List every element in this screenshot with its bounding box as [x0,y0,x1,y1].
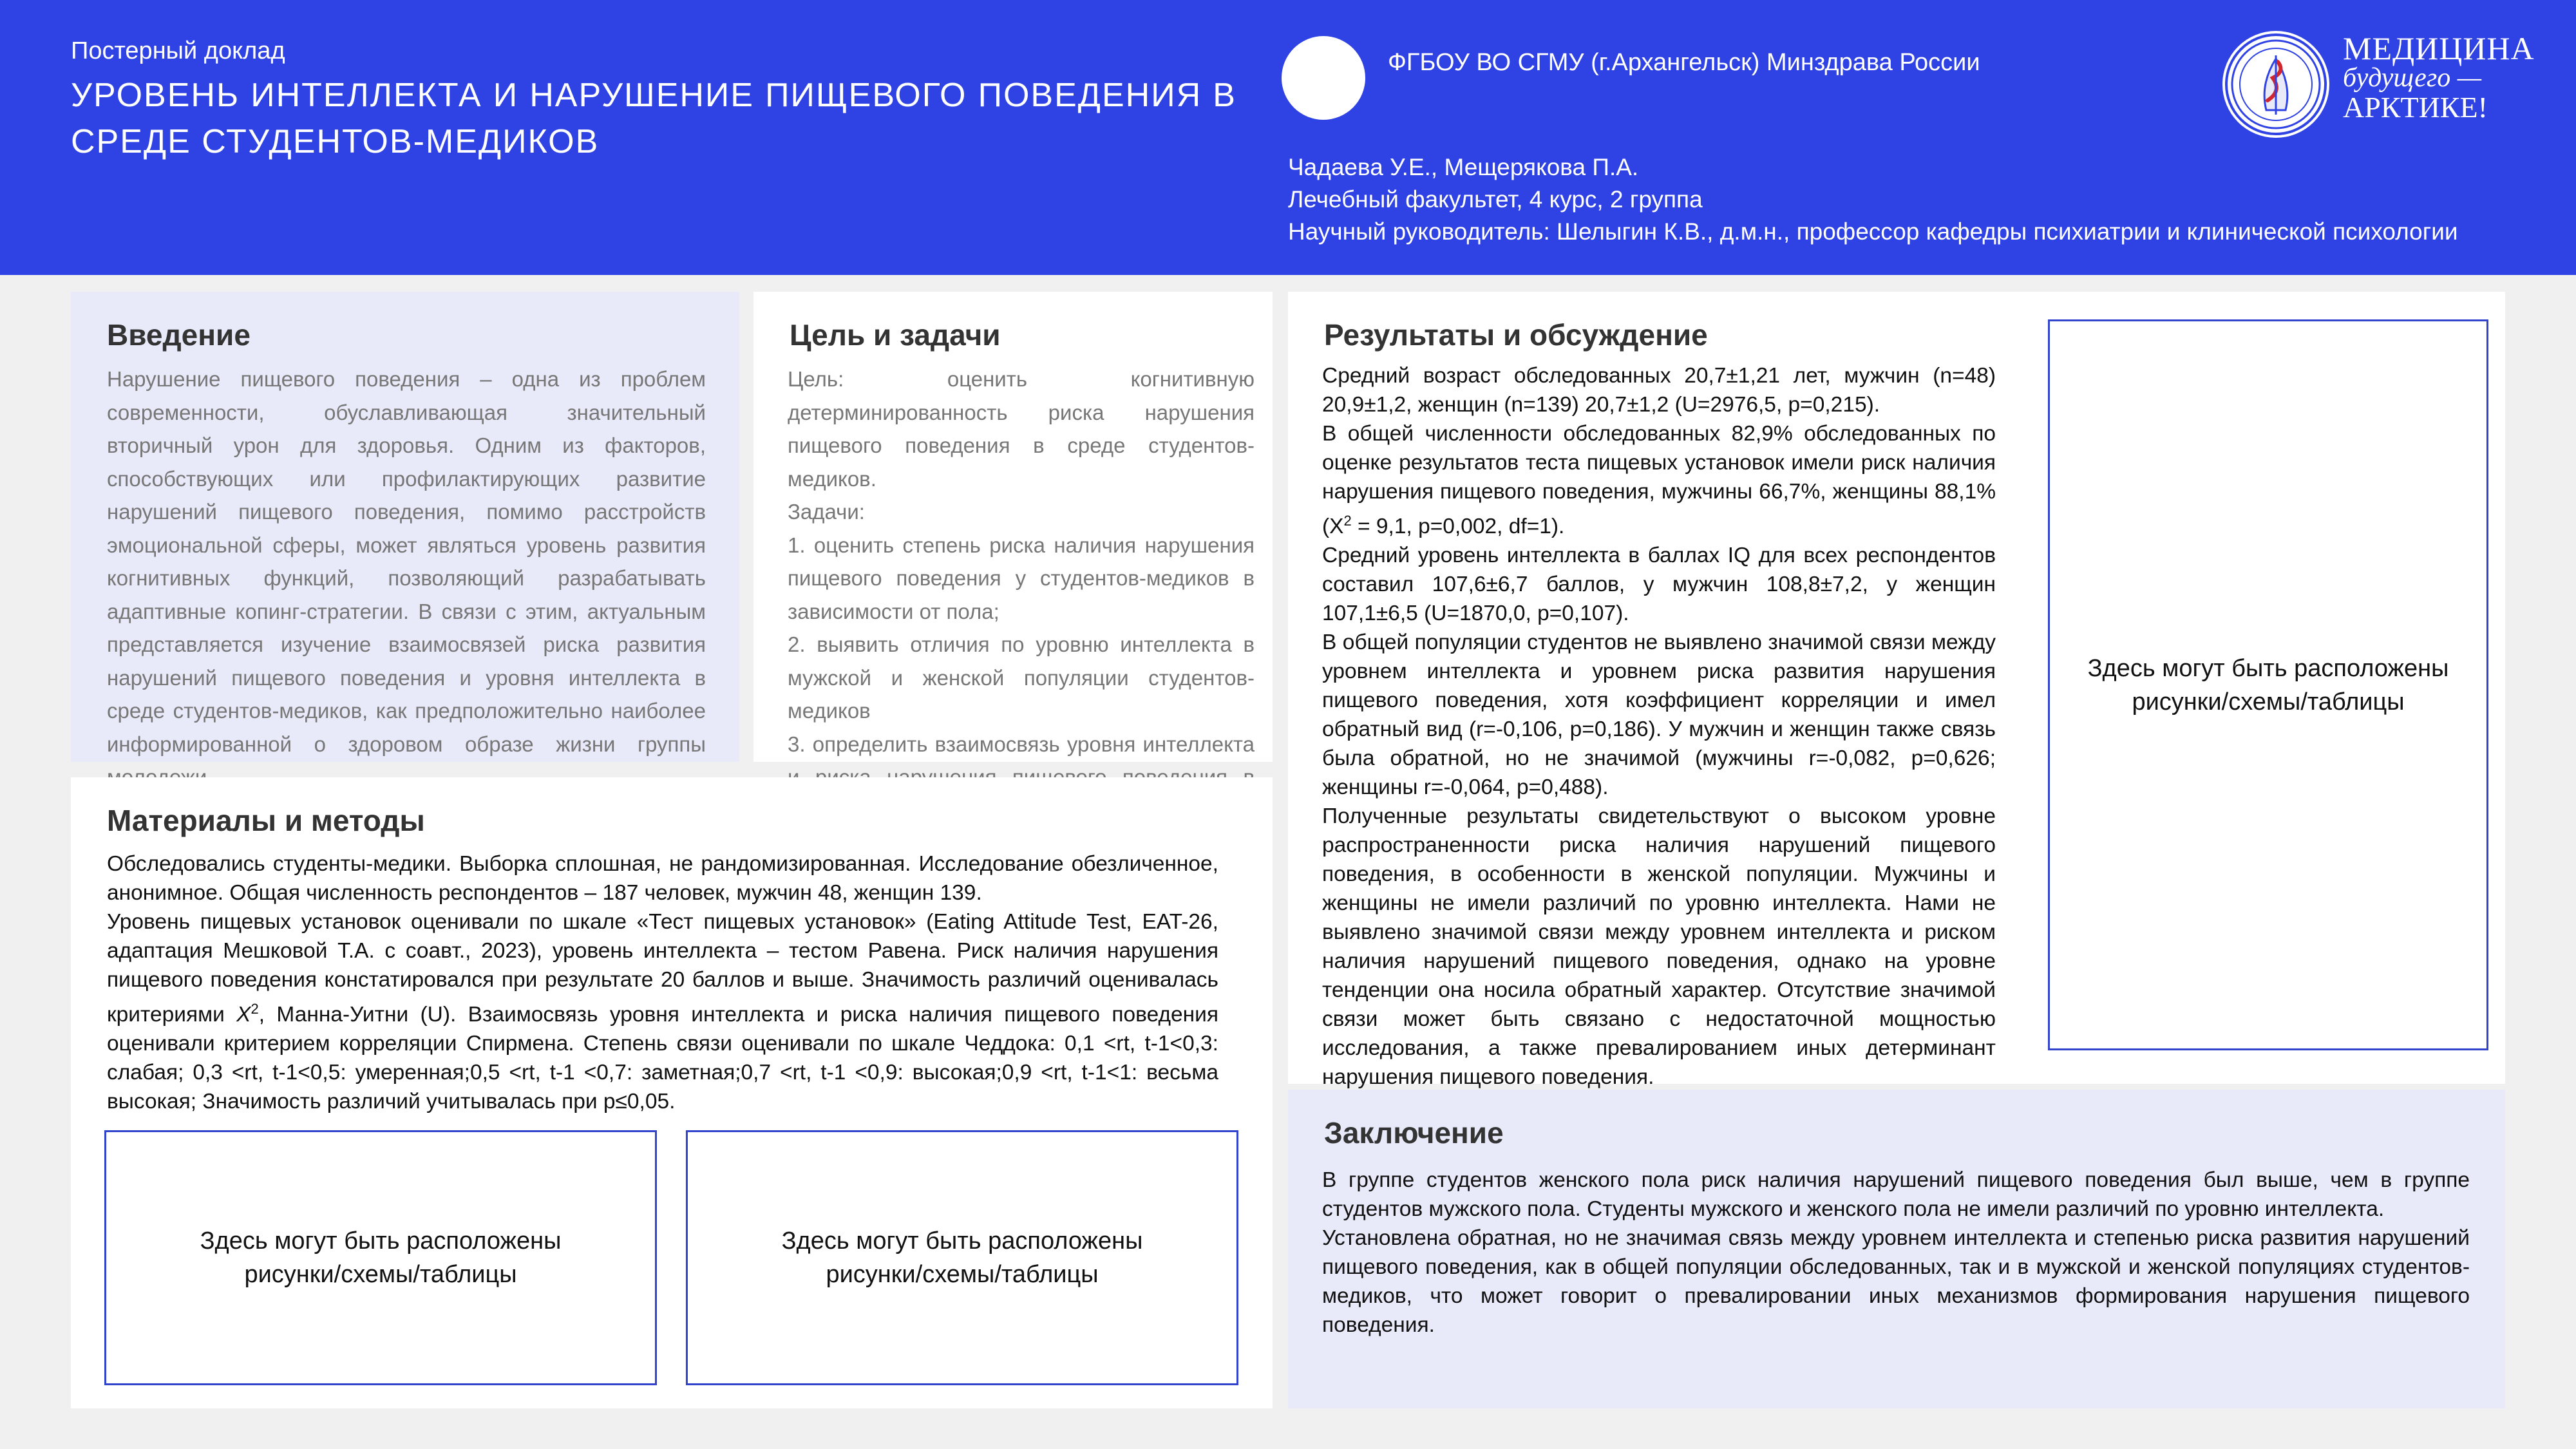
figure-placeholder: Здесь могут быть расположены рисунки/схемы/таблицы [2048,319,2488,1050]
intro-panel [71,292,739,762]
slogan-line2: будущего — [2343,63,2482,93]
figure-placeholder: Здесь могут быть расположены рисунки/схемы/таблицы [104,1130,657,1385]
goals-heading: Цель и задачи [790,318,1001,352]
poster-type-label: Постерный доклад [71,37,285,64]
results-text [1322,361,1996,1092]
header-banner [0,0,2576,275]
conclusion-text [1322,1166,2470,1340]
task-item: 1. оценить степень риска наличия нарушения пищевого поведения у студентов-медиков в зависимости от пола; [788,533,1255,623]
results-paragraph: В общей популяции студентов не выявлено значимой связи между уровнем интеллекта и уровнем риска развития нарушения пищевого поведения, хотя коэффициент корреляции и имел обратный вид (r=-0,106, p=0,186). У мужчин и женщин также связь была обратной, но не значимой (мужчины r=-0,082, p=0,626; женщины r=-0,064, p=0,488). [1322,630,1996,800]
authors-names: Чадаева У.Е., Мещерякова П.А. [1288,154,1639,180]
figure-placeholder: Здесь могут быть расположены рисунки/схемы/таблицы [686,1130,1238,1385]
conclusion-panel [1288,1090,2505,1408]
goal-statement: Цель: оценить когнитивную детерминированность риска нарушения пищевого поведения в среде студентов-медиков. [788,367,1255,491]
methods-paragraph: Уровень пищевых установок оценивали по шкале «Тест пищевых установок» (Eating Attitude Test, EAT-26, адаптация Мешковой Т.А. с соавт., 2023), уровень интеллекта – тестом Равена. Риск наличия нарушения пищевого поведения констатировался при результате 20 баллов и выше. Значимость различий оценивалась критериями $X^2$, Манна-Уитни (U). Взаимосвязь уровня интеллекта и риска наличия пищевого поведения оценивали критерием корреляции Спирмена. Степень связи оценивали по шкале Чеддока: 0,1 <rt, t-1<0,3: слабая; 0,3 <rt, t-1<0,5: умеренная;0,5 <rt, t-1 <0,7: заметная;0,7 <rt, t-1 <0,9: высокая;0,9 <rt, t-1<1: весьма высокая; Значимость различий учитывалась при p≤0,05. [107,910,1218,1114]
goals-text [788,363,1255,827]
methods-text [107,849,1218,1116]
conclusion-heading: Заключение [1324,1116,1504,1150]
results-paragraph: Полученные результаты свидетельствуют о высоком уровне распространенности риска наличия нарушений пищевого поведения, в особенности в женской популяции. Мужчины и женщины не имели различий по уровню интеллекта. Нами не выявлено значимой связи между уровнем интеллекта и риском наличия нарушений пищевого поведения, однако на уровне тенденции она носила обратный характер. Отсутствие значимой связи может быть связано с недостаточной мощностью исследования, а также превалированием иных детерминант нарушения пищевого поведения. [1322,804,1996,1090]
authors-block [1288,151,2458,248]
results-panel [1288,292,2505,1090]
poster-title: УРОВЕНЬ ИНТЕЛЛЕКТА И НАРУШЕНИЕ ПИЩЕВОГО ПОВЕДЕНИЯ В СРЕДЕ СТУДЕНТОВ-МЕДИКОВ [71,77,1236,160]
faculty-info: Лечебный факультет, 4 курс, 2 группа [1288,186,1703,213]
task-item: 3. определить взаимосвязь уровня интеллекта [788,732,1255,756]
methods-panel [71,777,1273,1408]
conclusion-paragraph: В группе студентов женского пола риск наличия нарушений пищевого поведения был выше, чем в группе студентов мужского пола. Студенты мужского и женского пола не имели различий по уровню интеллекта. [1322,1168,2470,1221]
results-paragraph: В общей численности обследованных 82,9% обследованных по оценке результатов теста пищевых установок имели риск наличия нарушения пищевого поведения, мужчины 66,7%, женщины 88,1% ($X^2 = 9,1$, p=0,002, df=1). [1322,422,1996,539]
methods-paragraph: Обследовались студенты-медики. Выборка сплошная, не рандомизированная. Исследование обезличенное, анонимное. Общая численность респондентов – 187 человек, мужчин 48, женщин 139. [107,852,1218,905]
conclusion-paragraph: Установлена обратная, но не значимая связь между уровнем интеллекта и степенью риска развития нарушений пищевого поведения, как в общей популяции обследованных, так и в мужской и женской популяциях студентов-медиков, что может говорит о превалировании иных механизмов формирования нарушения пищевого поведения. [1322,1226,2470,1337]
task-item: 2. выявить отличия по уровню интеллекта в мужской и женской популяции студентов-медиков [788,632,1255,723]
slogan [2343,30,2535,124]
slogan-line3: АРКТИКЕ! [2343,91,2488,124]
results-heading: Результаты и обсуждение [1324,318,1708,352]
supervisor-info: Научный руководитель: Шелыгин К.В., д.м.н., профессор кафедры психиатрии и клинической психологии [1288,218,2458,245]
results-paragraph: Средний возраст обследованных 20,7±1,21 лет, мужчин (n=48) 20,9±1,2, женщин (n=139) 20,7±1,2 (U=2976,5, p=0,215). [1322,364,1996,417]
slogan-line1: МЕДИЦИНА [2343,30,2535,66]
goals-panel [753,292,1273,762]
white-circle-icon [1282,36,1365,120]
institution-name: ФГБОУ ВО СГМУ (г.Архангельск) Минздрава России [1388,49,1980,76]
intro-text: Нарушение пищевого поведения – одна из проблем современности, обуславливающая значительный вторичный урон для здоровья. Одним из факторов, способствующих или профилактирующих развитие нарушений пищевого поведения, помимо расстройств эмоциональной сферы, может являться уровень развития когнитивных функций, позволяющий разрабатывать адаптивные копинг-стратегии. В связи с этим, актуальным представляется изучение взаимосвязей риска развития нарушений пищевого поведения и уровня интеллекта в среде студентов-медиков, как предположительно наиболее информированной о здоровом образе жизни группы [107,367,706,756]
tasks-label: Задачи: [788,500,865,524]
university-emblem-icon [2225,33,2327,135]
methods-heading: Материалы и методы [107,804,425,837]
intro-heading: Введение [107,318,251,352]
results-paragraph: Средний уровень интеллекта в баллах IQ для всех респондентов составил 107,6±6,7 баллов, у мужчин 108,8±7,2, у женщин 107,1±6,5 (U=1870,0, p=0,107). [1322,544,1996,626]
